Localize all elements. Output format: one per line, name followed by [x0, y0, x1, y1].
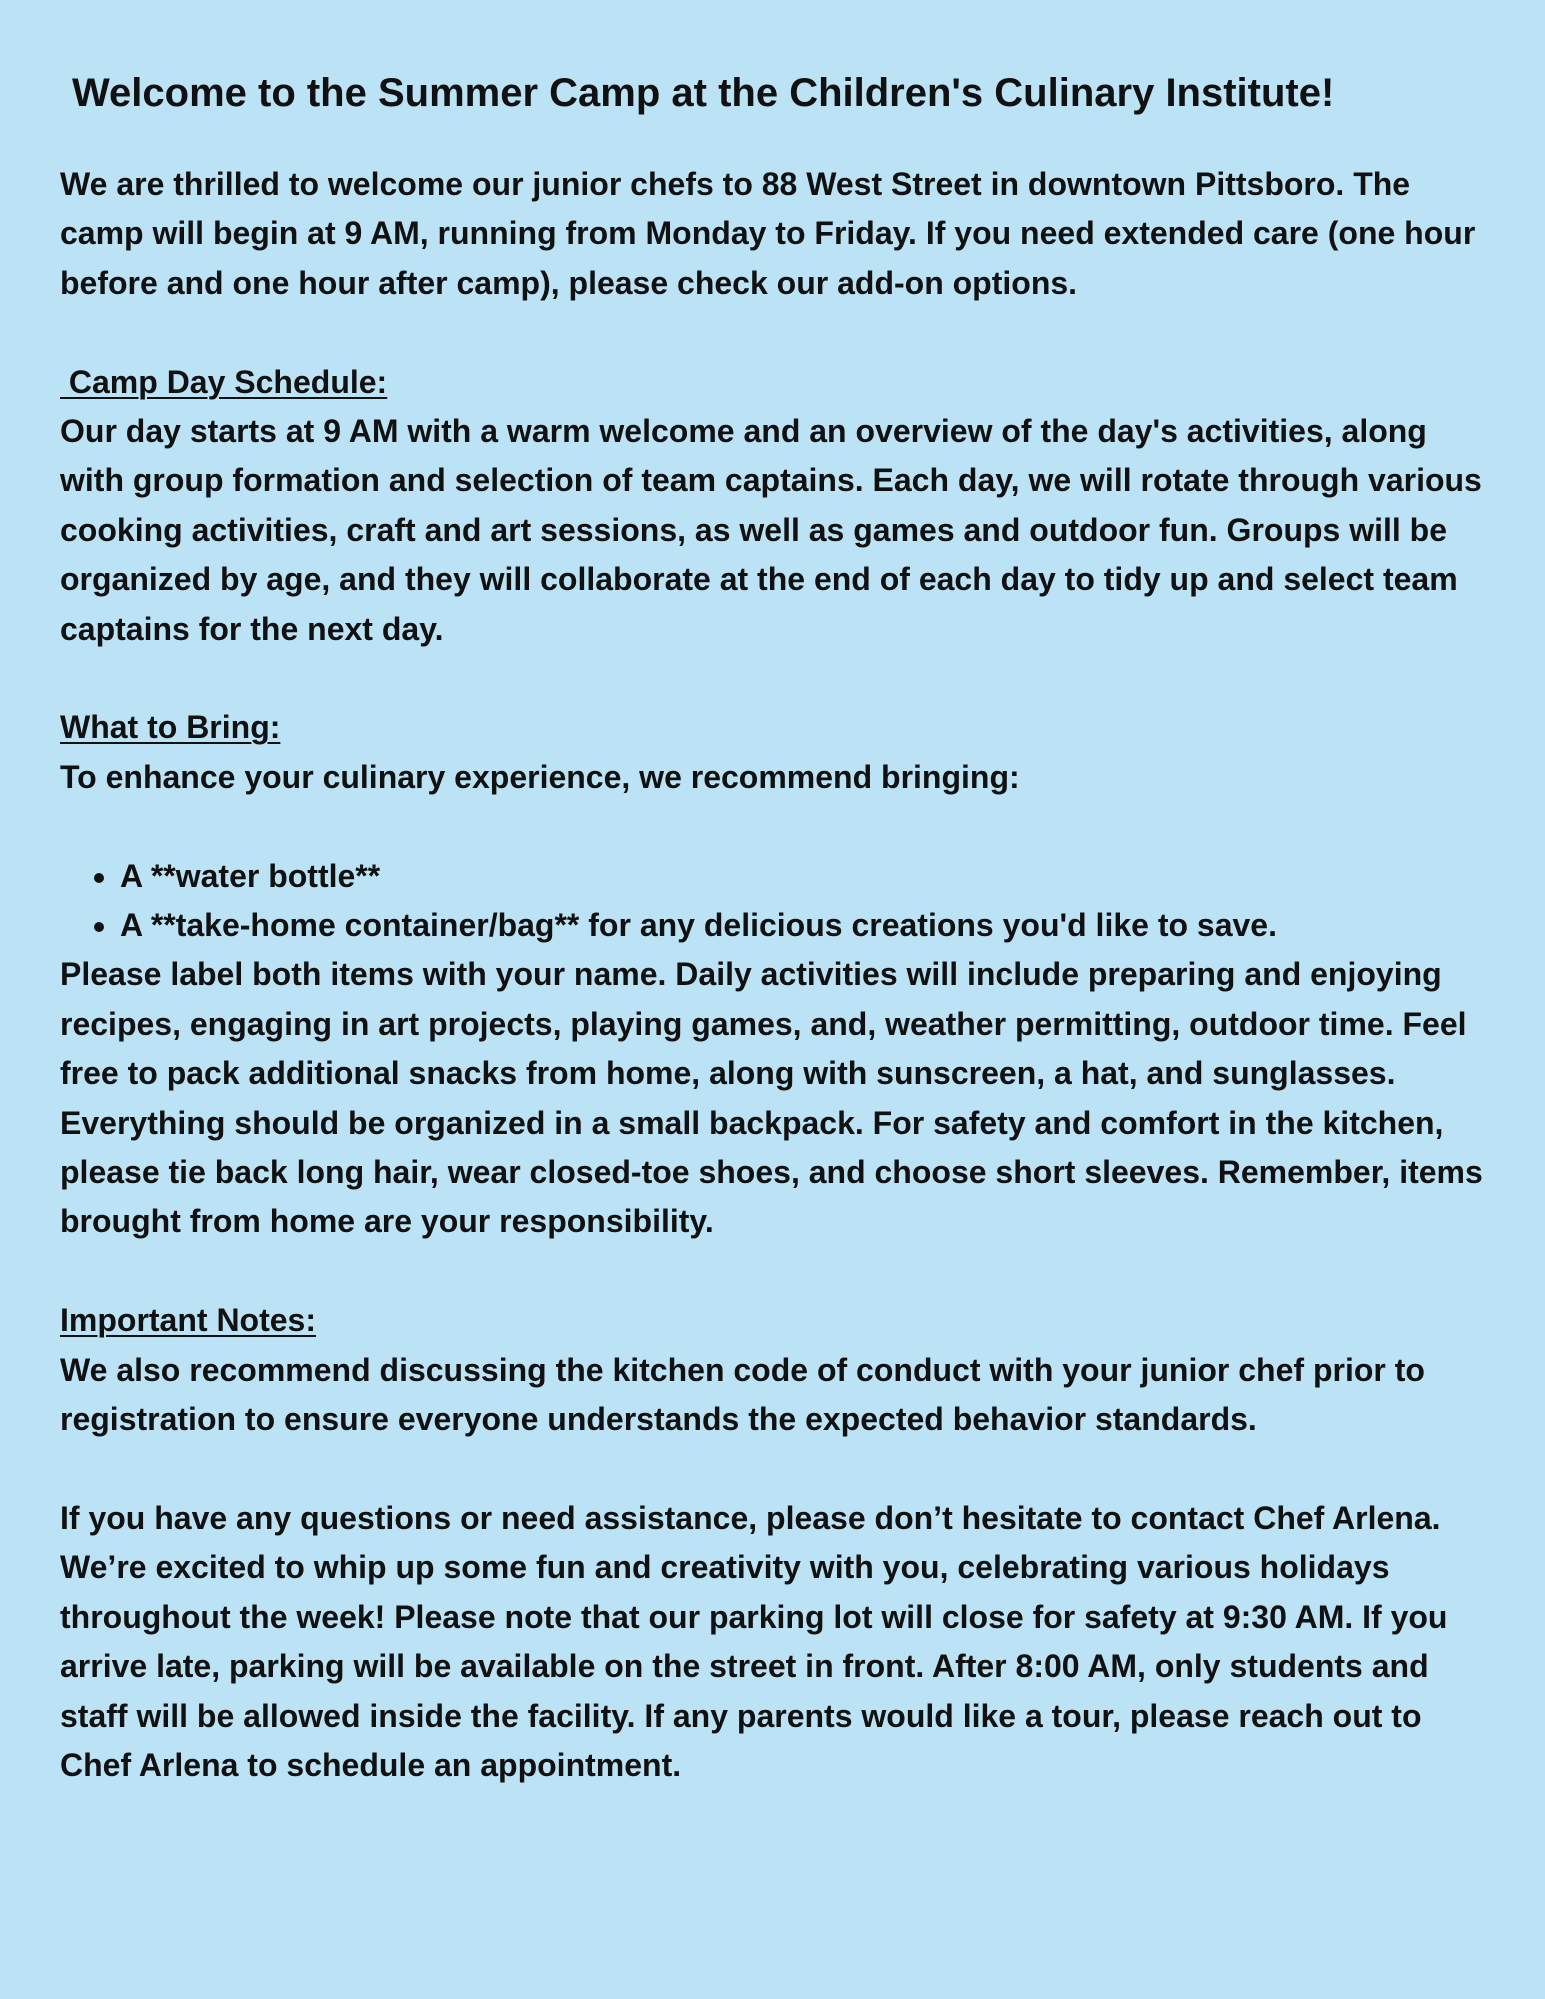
bring-heading: What to Bring:: [60, 709, 281, 746]
schedule-heading: Camp Day Schedule:: [60, 363, 388, 400]
bring-paragraph: Please label both items with your name. Daily activities will include preparing and enjoying recipes, engaging in art projects, playing games, and, weather permitting, outdoor time. Feel free to pack additional snacks from home, along with sunscreen, a hat, and sunglasses. Everything should be organized in a small backpack. For safety and comfort in the kitchen, please tie back long hair, wear closed-toe shoes, and choose short sleeves. Remember, items brought from home are your responsibility.: [60, 956, 1483, 1240]
closing-paragraph: If you have any questions or need assistance, please don’t hesitate to contact Chef Arlena. We’re excited to whip up some fun and creativity with you, celebrating various holidays throughout the week! Please note that our parking lot will close for safety at 9:30 AM. If you arrive late, parking will be available on the street in front. After 8:00 AM, only students and staff will be allowed inside the facility. If any parents would like a tour, please reach out to Chef Arlena to schedule an appointment.: [60, 1499, 1448, 1783]
page-title: Welcome to the Summer Camp at the Children's Culinary Institute!: [72, 71, 1335, 115]
spacer: [60, 308, 1485, 357]
list-item: • A **water bottle**: [120, 852, 1485, 901]
spacer: [60, 120, 1485, 160]
bring-intro: To enhance your culinary experience, we recommend bringing:: [60, 758, 1020, 795]
spacer: [60, 802, 1485, 851]
notes-heading: Important Notes:: [60, 1302, 316, 1339]
spacer: [60, 654, 1485, 703]
notes-paragraph: We also recommend discussing the kitchen code of conduct with your junior chef prior to registration to ensure everyone understands the expected behavior standards.: [60, 1351, 1425, 1438]
spacer: [60, 1445, 1485, 1494]
list-item: • A **take-home container/bag** for any delicious creations you'd like to save.: [120, 901, 1485, 950]
spacer: [60, 1247, 1485, 1296]
schedule-paragraph: Our day starts at 9 AM with a warm welcome and an overview of the day's activities, along with group formation and selection of team captains. Each day, we will rotate through various cooking activities, craft and art sessions, as well as games and outdoor fun. Groups will be organized by age, and they will collaborate at the end of each day to tidy up and select team captains for the next day.: [60, 413, 1482, 647]
intro-paragraph: We are thrilled to welcome our junior chefs to 88 West Street in downtown Pittsboro. The camp will begin at 9 AM, running from Monday to Friday. If you need extended care (one hour before and one hour after camp), please check our add-on options.: [60, 166, 1476, 301]
bring-list: [60, 852, 1485, 951]
